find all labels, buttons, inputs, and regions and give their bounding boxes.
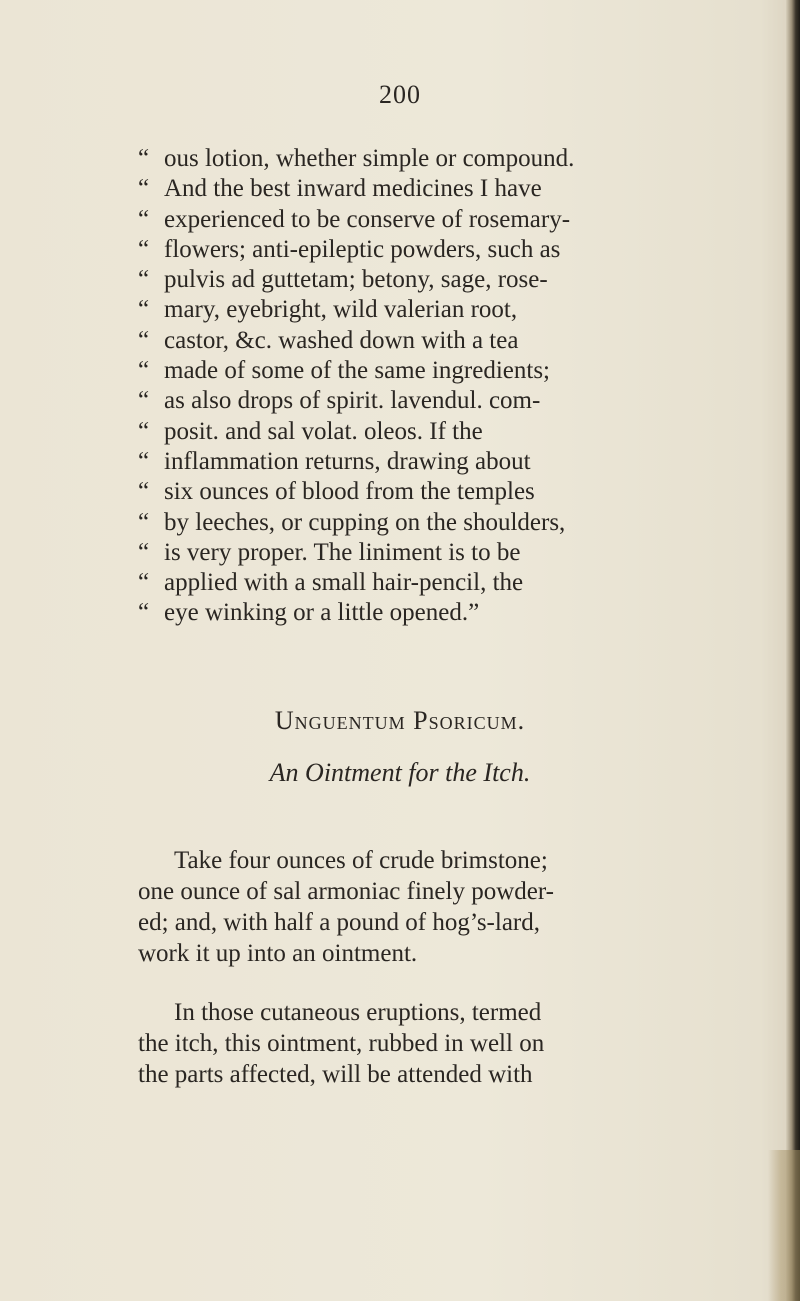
quoted-line: “ made of some of the same ingredients; (138, 357, 550, 385)
quoted-line: “ And the best inward medicines I have (138, 175, 542, 203)
page-number: 200 (379, 80, 421, 109)
quoted-line: “ is very proper. The liniment is to be (138, 538, 521, 566)
paragraph-recipe (138, 845, 698, 969)
quoted-line: “ as also drops of spirit. lavendul. com- (138, 387, 541, 415)
paragraph-usage (138, 997, 698, 1090)
text-line: the itch, this ointment, rubbed in well on (138, 1030, 545, 1057)
text-line: work it up into an ointment. (138, 940, 418, 967)
quoted-line: “ ous lotion, whether simple or compound. (138, 145, 575, 172)
text-line: the parts affected, will be attended with (138, 1061, 533, 1088)
text-line: one ounce of sal armoniac finely powder- (138, 878, 555, 905)
text-line: In those cutaneous eruptions, termed (174, 999, 542, 1026)
section-title: Unguentum Psoricum. (274, 706, 526, 735)
text-line: Take four ounces of crude brimstone; (174, 847, 548, 874)
text-line: ed; and, with half a pound of hog’s-lard, (138, 909, 540, 936)
quoted-line: “ posit. and sal volat. oleos. If the (138, 417, 483, 445)
quoted-passage (138, 144, 698, 629)
quoted-line: “ by leeches, or cupping on the shoulders, (138, 508, 566, 536)
quoted-line: “ pulvis ad guttetam; betony, sage, rose- (138, 266, 548, 294)
quoted-line: “ eye winking or a little opened.” (138, 599, 480, 627)
quoted-line: “ experienced to be conserve of rosemary- (138, 205, 571, 233)
page-edge-shadow (786, 0, 800, 1301)
quoted-line: “ castor, &c. washed down with a tea (138, 326, 519, 354)
quoted-line: “ inflammation returns, drawing about (138, 447, 531, 475)
quoted-line: “ mary, eyebright, wild valerian root, (138, 296, 518, 324)
section-subtitle: An Ointment for the Itch. (269, 758, 531, 787)
quoted-line: “ applied with a small hair-pencil, the (138, 569, 524, 597)
quoted-line: “ flowers; anti-epileptic powders, such as (138, 235, 561, 263)
quoted-line: “ six ounces of blood from the temples (138, 478, 535, 506)
page-edge-stain (768, 1150, 800, 1301)
